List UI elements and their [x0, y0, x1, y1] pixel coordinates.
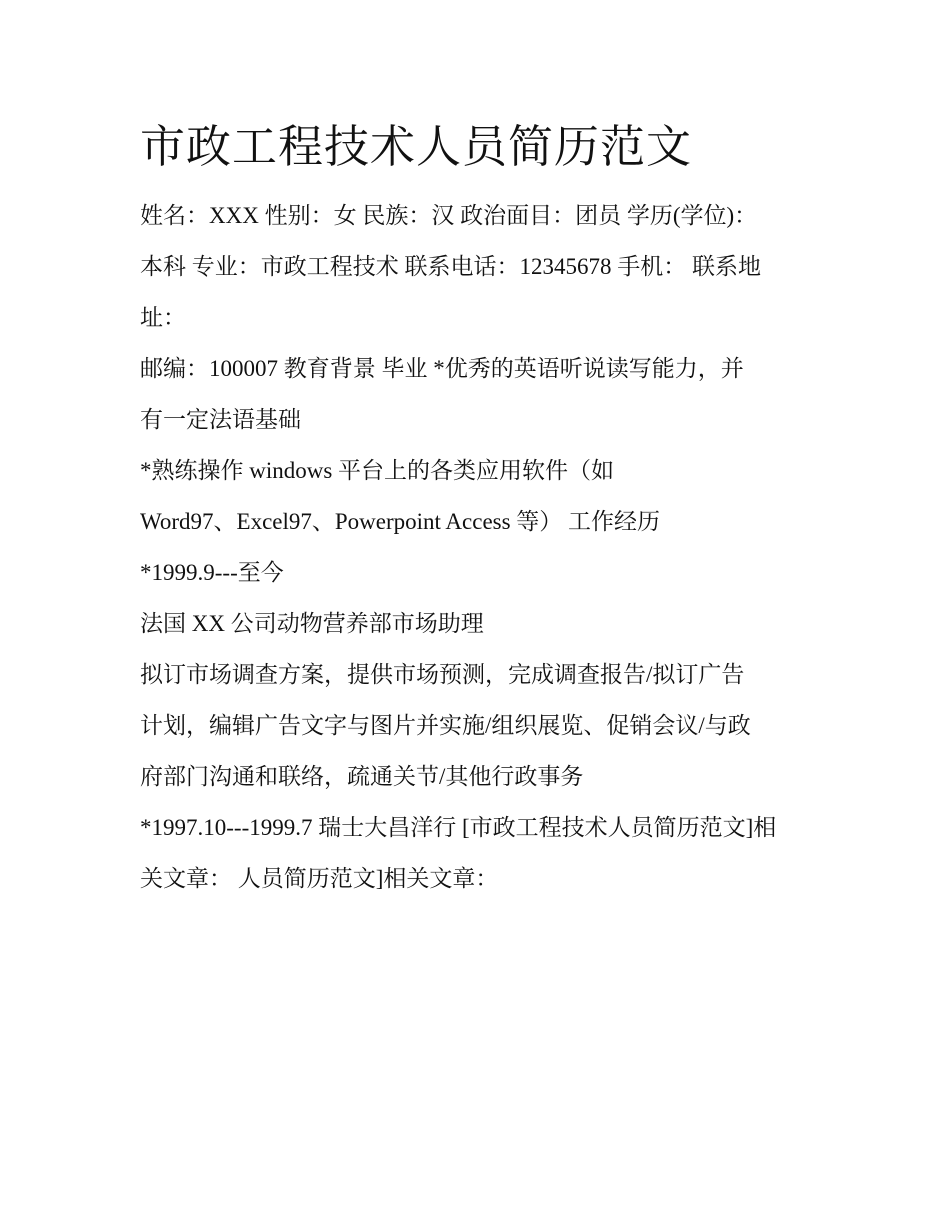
text-line-job-duties-2: 计划，编辑广告文字与图片并实施/组织展览、促销会议/与政 [140, 713, 751, 738]
text-line-job-period-2: *1997.10---1999.7 瑞士大昌洋行 [市政工程技术人员简历范文]相 [140, 815, 777, 840]
text-line-address: 址： [140, 305, 186, 330]
text-line-job-duties-1: 拟订市场调查方案，提供市场预测，完成调查报告/拟订广告 [140, 662, 745, 687]
document-body [140, 118, 820, 904]
text-line-personal-info: 姓名：XXX 性别：女 民族：汉 政治面目：团员 学历(学位)： [140, 203, 758, 228]
text-line-job-duties-3: 府部门沟通和联络，疏通关节/其他行政事务 [140, 764, 584, 789]
text-line-software-skills: *熟练操作 windows 平台上的各类应用软件（如 [140, 458, 615, 483]
document-title: 市政工程技术人员简历范文 [140, 120, 693, 173]
text-line-french-basics: 有一定法语基础 [140, 407, 301, 432]
text-line-postcode-education: 邮编：100007 教育背景 毕业 *优秀的英语听说读写能力，并 [140, 356, 744, 381]
text-line-major-contact: 本科 专业：市政工程技术 联系电话：12345678 手机： 联系地 [140, 254, 761, 279]
text-line-office-apps: Word97、Excel97、Powerpoint Access 等） 工作经历 [140, 509, 661, 534]
text-line-related-articles: 关文章： 人员简历范文]相关文章： [140, 866, 499, 891]
text-line-job-period-1: *1999.9---至今 [140, 560, 284, 585]
text-line-job-title-1: 法国 XX 公司动物营养部市场助理 [140, 611, 484, 636]
